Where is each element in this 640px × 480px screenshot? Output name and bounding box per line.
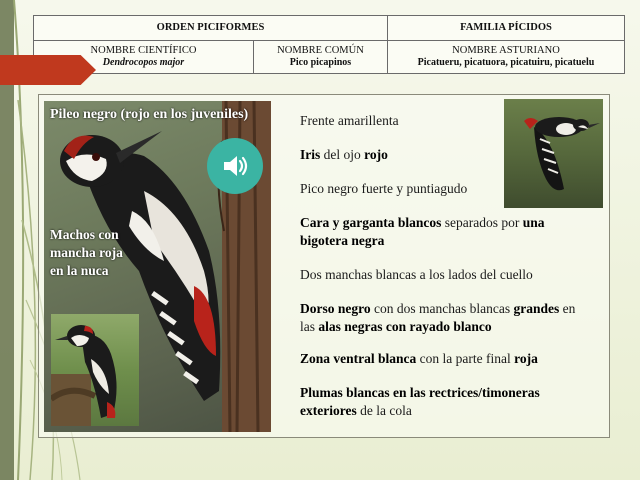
asturiano-value: Picatueru, picatuora, picatuiru, picatuelu [417, 57, 595, 68]
feature-text: en las [300, 301, 576, 334]
feature-text: con dos manchas blancas [370, 301, 514, 316]
familia-cell: FAMILIA PÍCIDOS [388, 16, 625, 41]
feature-frente [300, 112, 590, 130]
comun-label: NOMBRE COMÚN [277, 45, 364, 56]
nombre-asturiano-cell [388, 41, 625, 74]
feature-text: separados por [441, 215, 523, 230]
cientifico-value: Dendrocopos major [102, 57, 185, 68]
feature-bold: grandes [513, 301, 560, 316]
comun-value: Pico picapinos [289, 57, 352, 68]
feature-cuello [300, 266, 590, 284]
feature-text: Frente amarillenta [300, 113, 399, 128]
feature-ventral [300, 350, 590, 368]
asturiano-label: NOMBRE ASTURIANO [452, 45, 560, 56]
feature-bold: alas negras con rayado blanco [318, 319, 492, 334]
cientifico-label: NOMBRE CIENTÍFICO [90, 45, 197, 56]
feature-bold: Iris [300, 147, 321, 162]
feature-text: del ojo [320, 147, 365, 162]
feature-bold: Zona ventral blanca [300, 351, 417, 366]
taxonomy-table [33, 15, 625, 74]
feature-bold: roja [514, 351, 538, 366]
feature-text: Pico negro fuerte y puntiagudo [300, 181, 468, 196]
feature-text: de la cola [356, 403, 412, 418]
panel-title: Pileo negro (rojo en los juveniles) [50, 107, 249, 122]
feature-bold: rojo [364, 147, 388, 162]
feature-cara [300, 214, 590, 250]
feature-dorso [300, 300, 590, 336]
orden-cell: ORDEN PICIFORMES [34, 16, 388, 41]
feature-bold: Cara y garganta blancos [300, 215, 442, 230]
feature-text: Dos manchas blancas a los lados del cuello [300, 267, 533, 282]
male-woodpecker-inset-photo [51, 314, 139, 426]
nombre-comun-cell [254, 41, 388, 74]
feature-bold: una bigotera negra [300, 215, 545, 248]
red-arrow-tab [0, 55, 96, 85]
feature-pico [300, 180, 590, 198]
panel-subtitle: Machos con mancha roja en la nuca [50, 227, 123, 278]
feature-iris [300, 146, 590, 164]
feature-bold: Plumas blancas en las rectrices/timoneras exteriores [300, 385, 540, 418]
speaker-icon [219, 150, 251, 182]
audio-play-button[interactable] [207, 138, 263, 194]
feature-bold: Dorso negro [300, 301, 371, 316]
feature-text: con la parte final [416, 351, 515, 366]
feature-plumas [300, 384, 590, 420]
